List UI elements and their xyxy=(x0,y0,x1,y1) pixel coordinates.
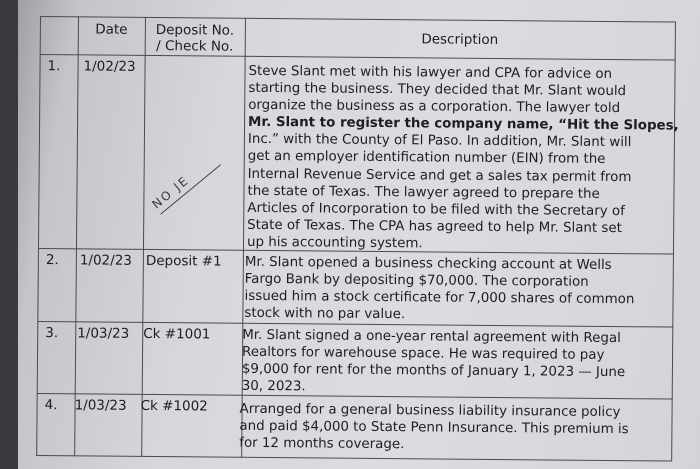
description-line: Fargo Bank by depositing $70,000. The corporation xyxy=(244,271,589,290)
row-divider xyxy=(36,455,672,462)
description-line: Inc.” with the County of El Paso. In addition, Mr. Slant will xyxy=(247,132,632,151)
row-description xyxy=(247,63,679,255)
row-number: 1. xyxy=(47,58,61,75)
description-line: organize the business as a corporation. The lawyer told xyxy=(248,98,621,117)
row-description xyxy=(244,254,634,326)
table-border-left xyxy=(36,16,41,456)
row-number: 3. xyxy=(45,325,59,342)
description-line: Internal Revenue Service and get a sales tax permit from xyxy=(247,166,632,185)
stamp-text: NO JE xyxy=(149,173,192,212)
no-je-stamp xyxy=(149,150,227,221)
header-deposit-line2: / Check No. xyxy=(156,38,234,55)
description-line: Mr. Slant to register the company name, “Hit the Slopes, xyxy=(248,115,679,134)
header-description: Description xyxy=(421,31,499,48)
description-line: State of Texas. The CPA has agreed to help Mr. Slant set xyxy=(247,217,622,236)
description-line: Mr. Slant signed a one-year rental agreement with Regal xyxy=(242,327,621,347)
column-divider xyxy=(74,16,79,456)
row-reference: Ck #1002 xyxy=(140,397,208,415)
description-line: issued him a stock certificate for 7,000 shares of common xyxy=(244,288,635,308)
description-line: $9,000 for rent for the months of January 1, 2023 — June xyxy=(241,361,626,381)
row-date: 1/02/23 xyxy=(83,58,136,75)
row-number: 4. xyxy=(44,397,58,414)
transactions-table xyxy=(36,16,679,462)
row-description xyxy=(242,327,626,399)
description-line: Articles of Incorporation to be filed with the Secretary of xyxy=(247,200,625,219)
header-date: Date xyxy=(95,21,128,38)
row-date: 1/03/23 xyxy=(74,397,127,414)
row-date: 1/02/23 xyxy=(79,252,132,269)
description-line: the state of Texas. The lawyer agreed to prepare the xyxy=(247,183,600,202)
description-line: up his accounting system. xyxy=(246,234,423,252)
row-reference: Ck #1001 xyxy=(143,325,211,343)
description-line: Mr. Slant opened a business checking account at Wells xyxy=(244,254,612,273)
column-divider xyxy=(141,17,146,457)
row-date: 1/03/23 xyxy=(77,325,130,342)
description-line: for 12 months coverage. xyxy=(239,435,405,453)
description-line: and paid $4,000 to State Penn Insurance. This premium is xyxy=(239,418,629,438)
description-line: Arranged for a general business liability insurance policy xyxy=(239,401,621,421)
description-line: stock with no par value. xyxy=(244,306,406,323)
row-number: 2. xyxy=(45,252,59,269)
description-line: starting the business. They decided that Mr. Slant would xyxy=(248,80,627,100)
description-line: get an employer identification number (EIN) from the xyxy=(247,149,606,168)
description-line: 30, 2023. xyxy=(241,379,306,395)
description-line: Steve Slant met with his lawyer and CPA for advice on xyxy=(248,63,613,82)
row-reference: Deposit #1 xyxy=(145,252,222,270)
paper-background xyxy=(18,0,700,469)
header-deposit-line1: Deposit No. xyxy=(155,22,235,39)
description-line: Realtors for warehouse space. He was required to pay xyxy=(242,344,605,364)
row-description xyxy=(239,401,629,456)
